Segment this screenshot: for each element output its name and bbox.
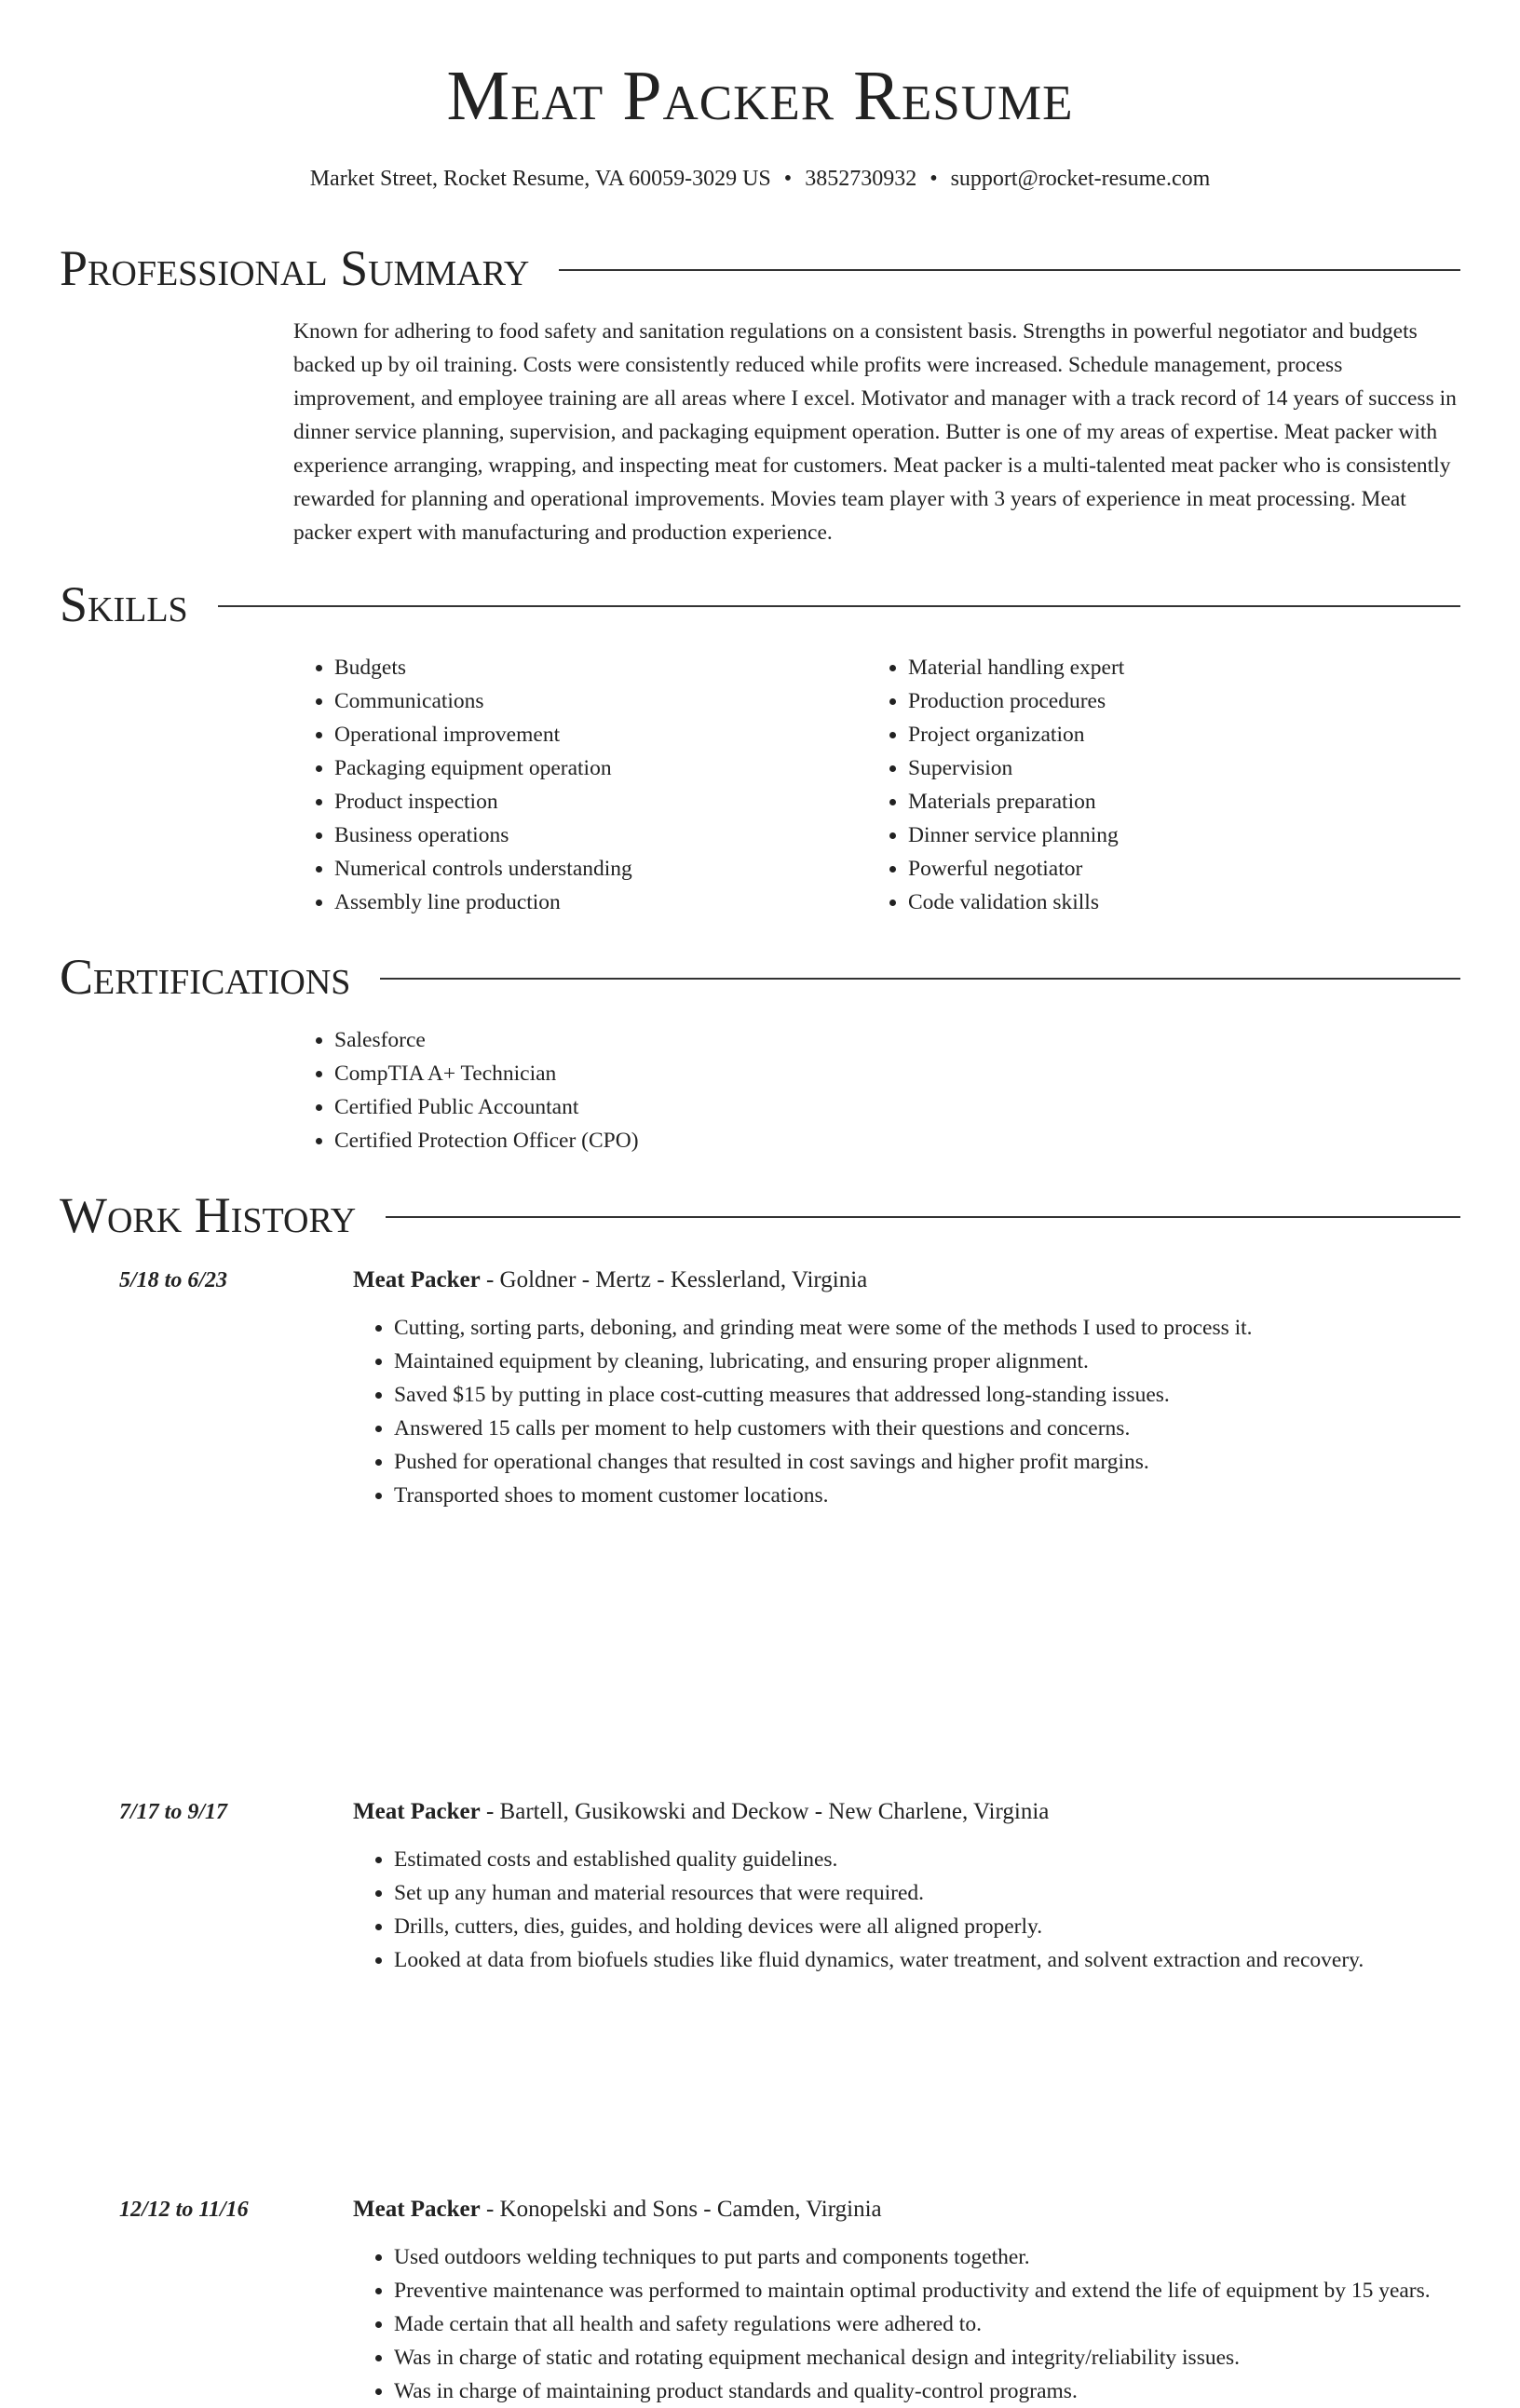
job-bullets <box>353 1311 1520 1512</box>
skills-header <box>60 575 1460 634</box>
section-divider <box>218 605 1460 607</box>
skills-title: Skills <box>60 576 188 632</box>
job-bullet: • Looked at data from biofuels studies like fluid dynamics, water treatment, and solvent extraction and recovery. <box>394 1943 1520 1977</box>
certifications-section <box>60 947 1460 1157</box>
job-header <box>119 1795 1520 1829</box>
work-title: Work History <box>60 1187 357 1243</box>
skill-item: • Supervision <box>908 751 1441 785</box>
skills-grid <box>293 651 1460 919</box>
summary-body <box>293 315 1460 549</box>
summary-title: Professional Summary <box>60 240 530 296</box>
certifications-list <box>293 1023 1460 1157</box>
job-title: Meat Packer <box>353 1267 481 1292</box>
job-bullet: • Saved $15 by putting in place cost-cutting measures that addressed long-standing issues. <box>394 1378 1520 1412</box>
resume-title: Meat Packer Resume <box>446 57 1074 135</box>
job-dates: 12/12 to 11/16 <box>119 2198 249 2222</box>
certifications-header <box>60 947 1460 1007</box>
job-employer: - Goldner - Mertz - Kesslerland, Virginia <box>480 1267 868 1292</box>
skill-item: • Dinner service planning <box>908 818 1441 852</box>
skill-item: • Project organization <box>908 718 1441 751</box>
job-entry <box>119 1264 1520 1512</box>
job-title: Meat Packer <box>353 1799 481 1824</box>
skill-item: • Materials preparation <box>908 785 1441 818</box>
job-bullets <box>353 2240 1520 2408</box>
contact-email: support@rocket-resume.com <box>950 167 1211 191</box>
certification-item: • CompTIA A+ Technician <box>334 1057 1460 1090</box>
certification-item: • Salesforce <box>334 1023 1460 1057</box>
job-bullet: • Estimated costs and established quality guidelines. <box>394 1843 1520 1876</box>
skill-item: • Packaging equipment operation <box>334 751 867 785</box>
summary-text: Known for adhering to food safety and sanitation regulations on a consistent basis. Strengths in powerful negotiator and budgets backed up by oil training. Costs were consistently reduced while profits were increased. Schedule management, process improvement, and employee training are all areas where I excel. Motivator and manager with a track record of 14 years of success in dinner service planning, supervision, and packaging equipment operation. Butter is one of my areas of expertise. Meat packer with experience arranging, wrapping, and inspecting meat for customers. Meat packer is a multi-talented meat packer who is consistently rewarded for planning and operational improvements. Movies team player with 3 years of experience in meat processing. Meat packer expert with manufacturing and production experience. <box>293 319 1457 545</box>
job-bullets <box>353 1843 1520 1977</box>
job-bullet: • Pushed for operational changes that resulted in cost savings and higher profit margins. <box>394 1445 1520 1479</box>
section-divider <box>380 978 1460 980</box>
summary-header <box>60 238 1460 298</box>
job-bullet: • Used outdoors welding techniques to put parts and components together. <box>394 2240 1520 2274</box>
work-section <box>60 1185 1460 1245</box>
job-bullet: • Maintained equipment by cleaning, lubricating, and ensuring proper alignment. <box>394 1345 1520 1378</box>
skill-item: • Product inspection <box>334 785 867 818</box>
job-bullet: • Made certain that all health and safety regulations were adhered to. <box>394 2307 1520 2341</box>
job-bullet: • Was in charge of static and rotating equipment mechanical design and integrity/reliability issues. <box>394 2341 1520 2374</box>
job-header <box>119 1264 1520 1297</box>
job-dates: 5/18 to 6/23 <box>119 1268 228 1292</box>
job-employer: - Konopelski and Sons - Camden, Virginia <box>480 2197 882 2222</box>
certification-item: • Certified Protection Officer (CPO) <box>334 1124 1460 1157</box>
certifications-title: Certifications <box>60 949 351 1005</box>
skill-item: • Assembly line production <box>334 886 867 919</box>
contact-address: Market Street, Rocket Resume, VA 60059-3029 US <box>309 167 771 191</box>
skill-item: • Operational improvement <box>334 718 867 751</box>
job-bullet: • Drills, cutters, dies, guides, and holding devices were all aligned properly. <box>394 1910 1520 1943</box>
work-header <box>60 1185 1460 1245</box>
skill-item: • Code validation skills <box>908 886 1441 919</box>
job-heading <box>353 2193 882 2226</box>
job-title: Meat Packer <box>353 2197 481 2222</box>
job-bullet: • Answered 15 calls per moment to help customers with their questions and concerns. <box>394 1412 1520 1445</box>
job-header <box>119 2193 1520 2226</box>
certification-item: • Certified Public Accountant <box>334 1090 1460 1124</box>
contact-separator: • <box>930 167 938 191</box>
skills-list-left <box>293 651 867 919</box>
skill-item: • Communications <box>334 684 867 718</box>
contact-separator: • <box>783 167 793 191</box>
job-bullet: • Set up any human and material resources that were required. <box>394 1876 1520 1910</box>
job-heading <box>353 1264 867 1297</box>
skills-body <box>293 651 1460 919</box>
summary-section <box>60 238 1460 549</box>
contact-phone: 3852730932 <box>805 167 917 191</box>
section-divider <box>386 1216 1460 1218</box>
skills-section <box>60 575 1460 919</box>
job-employer: - Bartell, Gusikowski and Deckow - New Charlene, Virginia <box>480 1799 1050 1824</box>
job-dates: 7/17 to 9/17 <box>119 1800 228 1824</box>
job-entry <box>119 2193 1520 2408</box>
job-bullet: • Was in charge of maintaining product standards and quality-control programs. <box>394 2374 1520 2408</box>
section-divider <box>559 269 1460 271</box>
skill-item: • Powerful negotiator <box>908 852 1441 886</box>
job-entry <box>119 1795 1520 1977</box>
skill-item: • Numerical controls understanding <box>334 852 867 886</box>
certifications-body <box>293 1023 1460 1157</box>
job-heading <box>353 1795 1049 1829</box>
job-bullet: • Preventive maintenance was performed to maintain optimal productivity and extend the life of equipment by 15 years. <box>394 2274 1520 2307</box>
job-bullet: • Cutting, sorting parts, deboning, and grinding meat were some of the methods I used to process it. <box>394 1311 1520 1345</box>
skill-item: • Budgets <box>334 651 867 684</box>
job-bullet: • Transported shoes to moment customer locations. <box>394 1479 1520 1512</box>
skill-item: • Production procedures <box>908 684 1441 718</box>
skill-item: • Business operations <box>334 818 867 852</box>
skill-item: • Material handling expert <box>908 651 1441 684</box>
contact-line <box>0 162 1520 196</box>
skills-list-right <box>867 651 1441 919</box>
